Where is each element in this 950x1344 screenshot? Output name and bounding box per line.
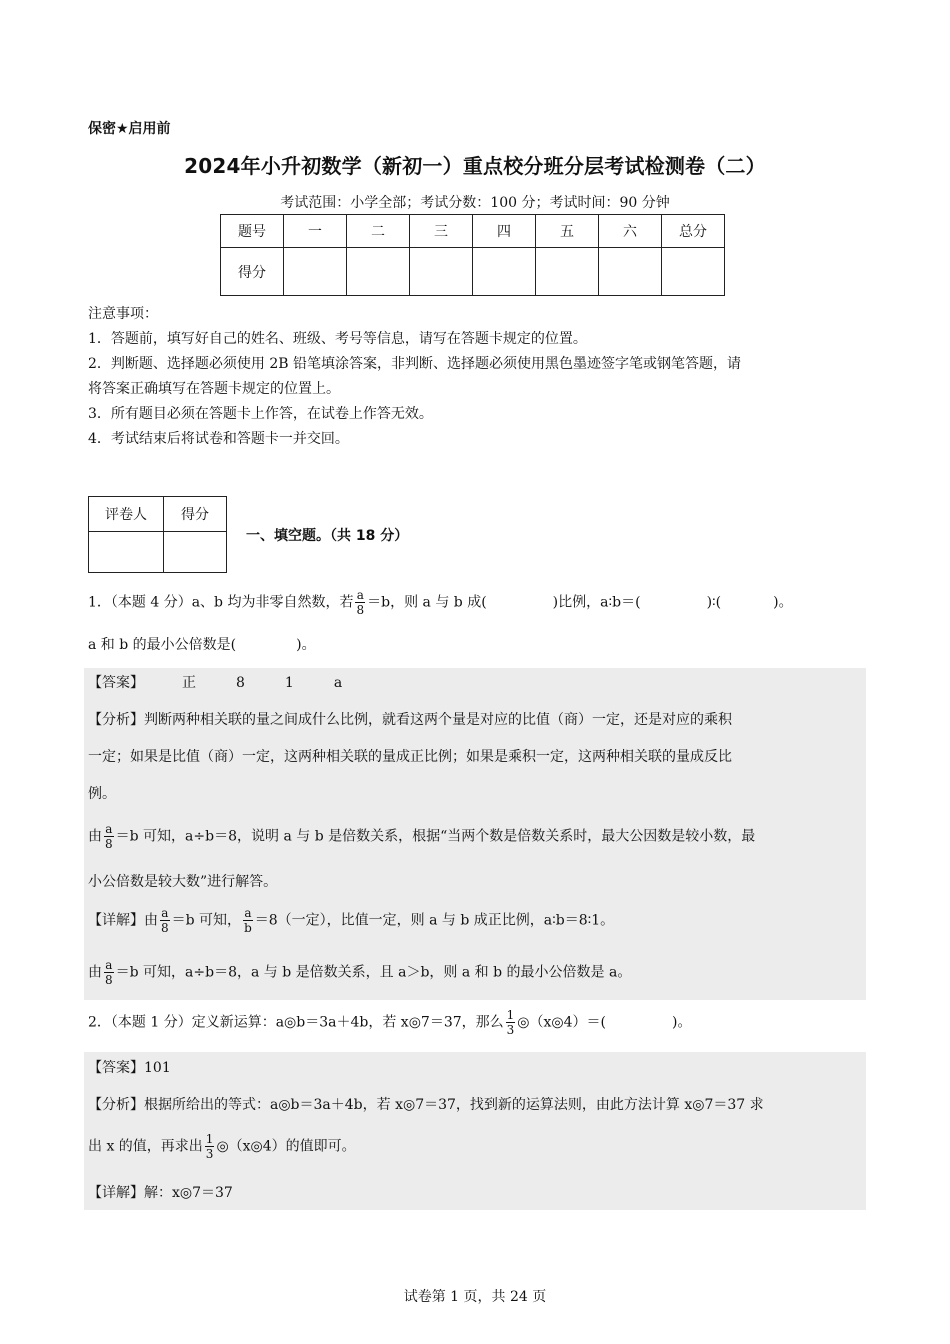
q1-text: 由 [88,964,102,981]
answer-value: a [333,675,343,691]
q1-text: ＝b 可知，a÷b＝8，说明 a 与 b 是倍数关系，根据“当两个数是倍数关系时，最大公因数是较小数，最 [115,828,756,845]
score-header-cell: 二 [347,215,410,248]
exam-title: 2024年小升初数学（新初一）重点校分班分层考试检测卷（二） [184,154,766,178]
q2-analysis: 【分析】根据所给出的等式：a◎b＝3a＋4b，若 x◎7＝37，找到新的运算法则，由此方法计算 x◎7＝37 求 [88,1097,764,1113]
notes-item: 将答案正确填写在答题卡规定的位置上。 [88,381,340,397]
frac-den: 8 [161,921,169,935]
notes-heading: 注意事项： [88,306,158,322]
fraction [160,906,170,935]
q2-analysis [88,1132,356,1161]
score-header-cell: 题号 [221,215,284,248]
q2-detail: 【详解】解：x◎7＝37 [88,1185,233,1201]
score-cell [347,248,410,296]
q1-mid: ＝b，则 a 与 b 成( [367,594,487,611]
score-cell [473,248,536,296]
q1-text: a 和 b 的最小公倍数是( [88,637,237,653]
frac-num: 1 [506,1008,515,1022]
q1-text: )比例，a∶b＝( [552,594,641,611]
grader-score-label: 得分 [164,497,227,532]
frac-num: a [356,588,364,602]
score-table [220,214,725,296]
score-header-cell: 三 [410,215,473,248]
frac-den: 8 [356,603,365,617]
section-title: 一、填空题。（共 18 分） [246,528,409,544]
score-header-cell: 六 [599,215,662,248]
q1-analysis [88,822,755,851]
notes-item: 1．答题前，填写好自己的姓名、班级、考号等信息，请写在答题卡规定的位置。 [88,331,587,347]
frac-den: b [244,921,252,935]
score-cell [284,248,347,296]
score-cell [662,248,725,296]
exam-subtitle: 考试范围：小学全部；考试分数：100 分；考试时间：90 分钟 [280,195,670,211]
score-row-label: 得分 [221,248,284,296]
q2-text: 出 x 的值，再求出 [88,1138,203,1155]
answer-value: 8 [236,675,245,691]
q1-analysis: 【分析】判断两种相关联的量之间成什么比例，就看这两个量是对应的比值（商）一定，还是对应的乘积 [88,712,732,728]
q1-line1 [88,588,793,617]
q1-text: )∶( [706,594,722,611]
score-cell [599,248,662,296]
frac-num: a [105,822,113,836]
fraction [205,1132,215,1161]
answer-value: 1 [284,675,294,691]
q1-text: ＝b 可知， [171,912,242,929]
frac-den: 8 [105,837,113,851]
answer-label: 【答案】 [88,675,144,691]
notes-item: 3．所有题目必须在答题卡上作答，在试卷上作答无效。 [88,406,433,422]
q1-analysis: 小公倍数是较大数”进行解答。 [88,874,278,890]
frac-den: 3 [506,1023,515,1037]
q1-text: 由 [88,828,102,845]
confidential-label: 保密★启用前 [88,121,171,137]
grader-score-cell [164,532,227,573]
frac-den: 8 [105,973,113,987]
frac-num: a [161,906,169,920]
score-header-cell: 一 [284,215,347,248]
q1-text: 【详解】由 [88,912,158,929]
q1-analysis: 一定；如果是比值（商）一定，这两种相关联的量成正比例；如果是乘积一定，这两种相关联的量成反比 [88,749,732,765]
grader-table [88,496,227,573]
notes-item: 2．判断题、选择题必须使用 2B 铅笔填涂答案，非判断、选择题必须使用黑色墨迹签字笔或钢笔答题，请 [88,356,742,372]
score-header-cell: 总分 [662,215,725,248]
q1-text: )。 [296,637,316,653]
answer-value: 正 [182,675,196,691]
score-cell [536,248,599,296]
fraction [355,588,365,617]
frac-num: a [105,958,113,972]
q1-text: ＝b 可知，a÷b＝8，a 与 b 是倍数关系，且 a＞b，则 a 和 b 的最小公倍数是 a。 [115,964,632,981]
q2-line1 [88,1008,691,1037]
fraction [243,906,253,935]
q2-answer: 【答案】101 [88,1060,171,1076]
q2-text: ◎（x◎4）的值即可。 [216,1138,356,1155]
grader-reviewer-label: 评卷人 [89,497,164,532]
q1-answer [88,672,342,692]
notes-block [88,302,868,452]
q1-analysis: 例。 [88,786,116,802]
page-footer: 试卷第 1 页，共 24 页 [403,1289,547,1305]
q1-prefix: 1．（本题 4 分）a、b 均为非零自然数，若 [88,594,354,611]
score-cell [410,248,473,296]
q2-prefix: 2．（本题 1 分）定义新运算：a◎b＝3a＋4b，若 x◎7＝37，那么 [88,1014,504,1031]
q1-detail [88,958,631,987]
fraction [506,1008,516,1037]
notes-item: 4．考试结束后将试卷和答题卡一并交回。 [88,431,349,447]
q1-text: )。 [773,594,793,611]
score-header-cell: 五 [536,215,599,248]
q1-detail [88,906,614,935]
frac-den: 3 [205,1147,214,1161]
score-header-cell: 四 [473,215,536,248]
frac-num: 1 [205,1132,214,1146]
q1-text: ＝8（一定），比值一定，则 a 与 b 成正比例，a∶b＝8∶1。 [254,912,615,929]
q2-text: )。 [672,1014,692,1031]
fraction [104,822,114,851]
grader-reviewer-cell [89,532,164,573]
q2-text: ◎（x◎4）＝( [517,1014,606,1031]
frac-num: a [244,906,252,920]
fraction [104,958,114,987]
q1-line2 [88,634,316,654]
